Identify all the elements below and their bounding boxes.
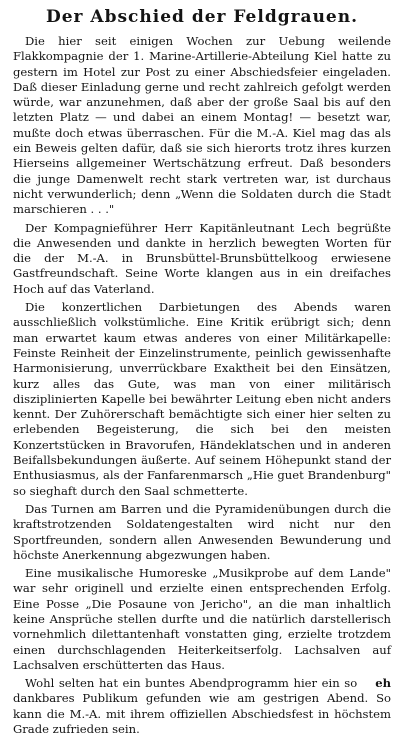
paragraph-invitation: Die hier seit einigen Wochen zur Uebung weilende Flakkompagnie der 1. Marine-Artillerie-Abteilung Kiel hatte zu gestern im Hotel zur Post zu einer Abschiedsfeier eingeladen. Daß dieser Einladung gerne und recht zahlreich gefolgt werden würde, war anzunehmen, daß aber der große Saal bis auf den letzten Platz — und dabei an einem Montag! — besetzt war, mußte doch etwas überraschen. Für die M.-A. Kiel mag das als ein Beweis gelten dafür, daß sie sich hierorts trotz ihres kurzen Hierseins allgemeiner Wertschätzung erfreut. Daß besonders die junge Damenwelt recht stark vertreten war, ist durchaus nicht verwunderlich; denn „Wenn die Soldaten durch die Stadt marschieren . . ." xyxy=(13,34,391,217)
paragraph-conclusion xyxy=(13,676,391,737)
paragraph-conclusion-text: Wohl selten hat ein buntes Abendprogramm hier ein so dankbares Publikum gefunden wie am gestrigen Abend. So kann die M.-A. mit ihrem offiziellen Abschiedsfest in höchstem Grade zufrieden sein. xyxy=(13,676,391,737)
author-signature: eh xyxy=(375,676,391,691)
paragraph-concert: Die konzertlichen Darbietungen des Abends waren ausschließlich volkstümliche. Eine Kritik erübrigt sich; denn man erwartet kaum etwas anderes von einer Militärkapelle: Feinste Reinheit der Einzelinstrumente, peinlich gewissenhafte Harmonisierung, unverrückbare Exaktheit bei den Einsätzen, kurz alles das Gute, was man von einer militärisch disziplinierten Kapelle bei bewährter Leitung eben nicht anders kennt. Der Zuhörerschaft bemächtigte sich einer hier selten zu erlebenden Begeisterung, die sich bei den meisten Konzertstücken in Bravorufen, Händeklatschen und in anderen Beifallsbekundungen äußerte. Auf seinem Höhepunkt stand der Enthusiasmus, als der Fanfarenmarsch „Hie guet Brandenburg" so sieghaft durch den Saal schmetterte. xyxy=(13,300,391,498)
article-title: Der Abschied der Feldgrauen. xyxy=(45,7,359,27)
paragraph-humoresque: Eine musikalische Humoreske „Musikprobe auf dem Lande" war sehr originell und erzielte einen entsprechenden Erfolg. Eine Posse „Die Posaune von Jericho", an die man inhaltlich keine Ansprüche stellen durfte und die natürlich darstellerisch vornehmlich dilettantenhaft vonstatten ging, erzielte trotzdem einen durchschlagenden Heiterkeitserfolg. Lachsalven auf Lachsalven erschütterten das Haus. xyxy=(13,566,391,672)
paragraph-gymnastics: Das Turnen am Barren und die Pyramidenübungen durch die kraftstrotzenden Soldatengestalten wird nicht nur den Sportfreunden, sondern allen Anwesenden Bewunderung und höchste Anerkennung abgezwungen haben. xyxy=(13,501,391,562)
paragraph-greeting: Der Kompagnieführer Herr Kapitänleutnant Lech begrüßte die Anwesenden und dankte in herzlich bewegten Worten für die der M.-A. in Brunsbüttel-Brunsbüttelkoog erwiesene Gastfreundschaft. Seine Worte klangen aus in ein dreifaches Hoch auf das Vaterland. xyxy=(13,220,391,296)
